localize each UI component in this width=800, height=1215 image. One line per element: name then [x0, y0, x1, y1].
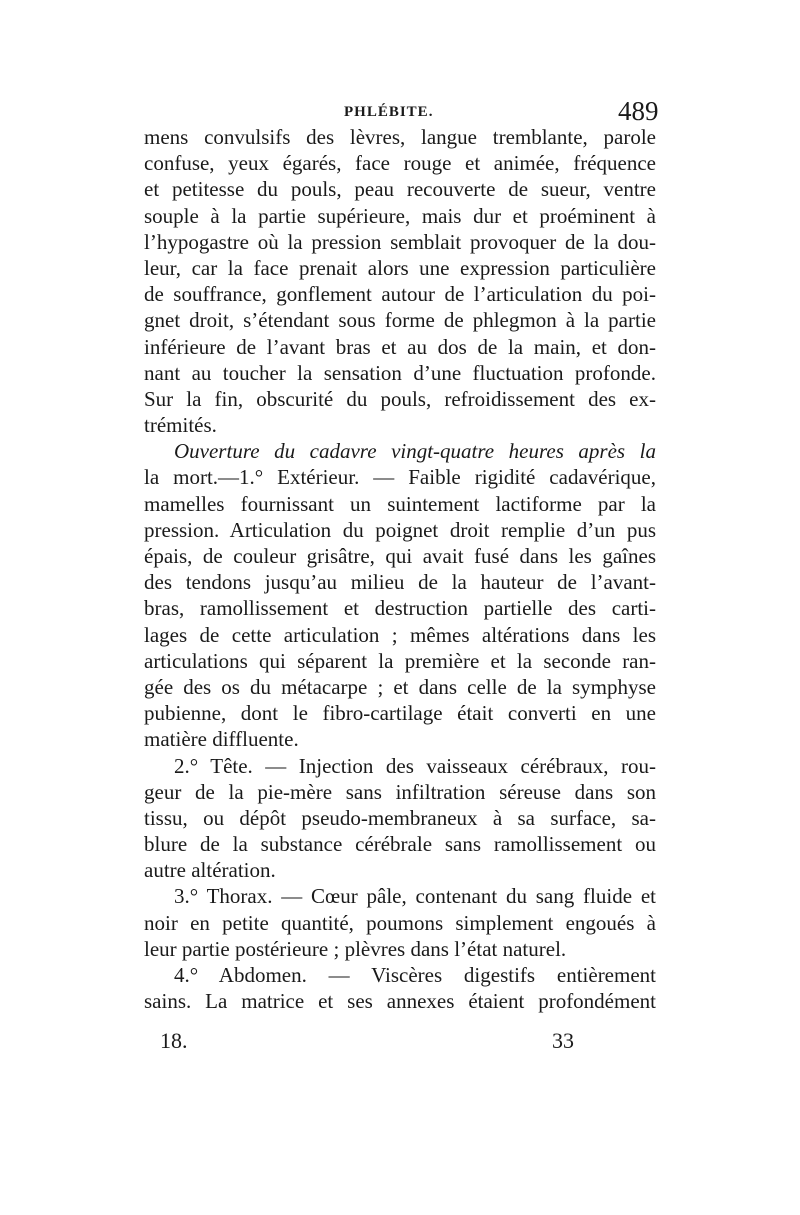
text-line: épais, de couleur grisâtre, qui avait fusé dans les gaînes: [144, 544, 656, 568]
text-line: des tendons jusqu’au milieu de la hauteur de l’avant-: [144, 570, 656, 595]
page-footer: [0, 1028, 800, 1062]
text-line: mamelles fournissant un suintement lactiforme par la: [144, 491, 656, 516]
text-line: 2.° Tête. — Injection des vaisseaux cérébraux, rou-: [174, 753, 656, 778]
text-line: lages de cette articulation ; mêmes altérations dans les: [144, 622, 656, 647]
body-text: [144, 124, 656, 1014]
text-line: la mort.—1.° Extérieur. — Faible rigidité cadavérique,: [144, 465, 656, 490]
text-line: nant au toucher la sensation d’une fluctuation profonde.: [144, 360, 656, 385]
section-heading-line: Ouverture du cadavre vingt-quatre heures après la: [174, 439, 656, 464]
text-line: souple à la partie supérieure, mais dur et proéminent à: [144, 203, 656, 228]
text-line: l’hypogastre où la pression semblait provoquer de la dou-: [144, 229, 656, 254]
text-line: autre altération.: [144, 858, 276, 883]
text-line: 3.° Thorax. — Cœur pâle, contenant du sang fluide et: [174, 884, 656, 909]
text-line: et petitesse du pouls, peau recouverte de sueur, ventre: [144, 177, 656, 202]
text-line: leur partie postérieure ; plèvres dans l’état naturel.: [144, 936, 567, 961]
running-title: PHLÉBITE.: [344, 104, 434, 120]
text-line: geur de la pie-mère sans infiltration séreuse dans son: [144, 779, 656, 804]
text-line: gée des os du métacarpe ; et dans celle de la symphyse: [144, 674, 656, 699]
text-line: pression. Articulation du poignet droit remplie d’un pus: [144, 517, 656, 542]
text-line: mens convulsifs des lèvres, langue tremblante, parole: [144, 125, 656, 149]
text-line: articulations qui séparent la première et la seconde ran-: [144, 648, 656, 673]
text-line: leur, car la face prenait alors une expression particulière: [144, 255, 656, 280]
text-line: pubienne, dont le fibro-cartilage était converti en une: [144, 701, 656, 726]
text-line: Sur la fin, obscurité du pouls, refroidissement des ex-: [144, 386, 656, 411]
text-line: noir en petite quantité, poumons simplement engoués à: [144, 910, 656, 935]
text-line: sains. La matrice et ses annexes étaient profondément: [144, 989, 656, 1014]
text-line: matière diffluente.: [144, 727, 299, 752]
text-line: blure de la substance cérébrale sans ramollissement ou: [144, 832, 656, 857]
signature-mark-right: 33: [552, 1028, 574, 1053]
page-number: 489: [618, 96, 659, 126]
text-line: inférieure de l’avant bras et au dos de la main, et don-: [144, 334, 656, 359]
text-line: gnet droit, s’étendant sous forme de phlegmon à la partie: [144, 308, 656, 333]
text-line: de souffrance, gonflement autour de l’articulation du poi-: [144, 282, 656, 307]
text-line: bras, ramollissement et destruction partielle des carti-: [144, 596, 656, 621]
signature-mark-left: 18.: [160, 1028, 188, 1053]
text-line: 4.° Abdomen. — Viscères digestifs entièrement: [174, 963, 656, 987]
text-line: confuse, yeux égarés, face rouge et animée, fréquence: [144, 151, 656, 176]
text-line: tissu, ou dépôt pseudo-membraneux à sa surface, sa-: [144, 805, 656, 830]
text-line: trémités.: [144, 413, 217, 438]
